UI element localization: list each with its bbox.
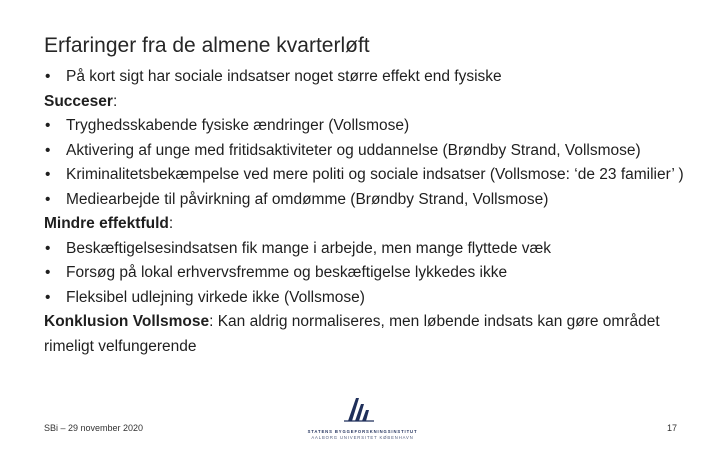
bullet-marker: • [45,117,51,134]
logo-text-institute: STATENS BYGGEFORSKNINGSINSTITUT [307,429,418,434]
bullet-marker: • [45,166,51,183]
slide-body [44,65,684,359]
conclusion [44,310,684,359]
less-effective-item [44,286,684,311]
conclusion-text: : Kan aldrig normaliseres, men løbende indsats kan gøre området rimeligt velfungerende [44,313,660,355]
success-item [44,188,684,213]
less-effective-heading: Mindre effektfuld [44,215,169,232]
less-effective-item [44,261,684,286]
sbi-logo [300,394,425,442]
success-heading-colon: : [112,92,118,110]
less-effective-heading-colon: : [168,215,174,232]
bullet-marker: • [45,239,51,257]
less-effective-item-text: Forsøg på lokal erhvervsfremme og beskæftigelse lykkedes ikke [66,264,508,281]
success-item [44,139,684,164]
footer-date: SBi – 29 november 2020 [44,423,144,433]
intro-bullet-text: På kort sigt har sociale indsatser noget større effekt end fysiske [66,68,502,85]
bullet-marker: • [45,288,51,306]
less-effective-heading-line [44,212,684,237]
success-heading: Succeser [44,92,113,110]
less-effective-item-text: Beskæftigelsesindsatsen fik mange i arbejde, men mange flyttede væk [66,239,552,257]
success-item-text: Aktivering af unge med fritidsaktiviteter og uddannelse (Brøndby Strand, Vollsmose) [66,141,641,159]
bullet-marker: • [45,190,51,208]
bullet-marker: • [45,141,51,159]
success-item [44,114,684,139]
logo-text-university: AALBORG UNIVERSITET KØBENHAVN [311,435,414,440]
intro-bullet [44,65,684,90]
success-item-text: Tryghedsskabende fysiske ændringer (Vollsmose) [66,117,410,134]
conclusion-heading: Konklusion Vollsmose [44,313,210,330]
success-item-text: Kriminalitetsbekæmpelse ved mere politi og sociale indsatser (Vollsmose: ‘de 23 familier’ ) [66,166,684,183]
success-heading-line [44,90,684,115]
success-item [44,163,684,188]
sbi-logo-mark-icon [342,394,376,422]
bullet-marker: • [45,68,51,85]
slide-title: Erfaringer fra de almene kvarterløft [44,34,370,57]
less-effective-item-text: Fleksibel udlejning virkede ikke (Vollsmose) [66,288,365,306]
less-effective-item [44,237,684,262]
page-number: 17 [666,423,677,433]
success-item-text: Mediearbejde til påvirkning af omdømme (Brøndby Strand, Vollsmose) [66,190,549,208]
bullet-marker: • [45,264,51,281]
